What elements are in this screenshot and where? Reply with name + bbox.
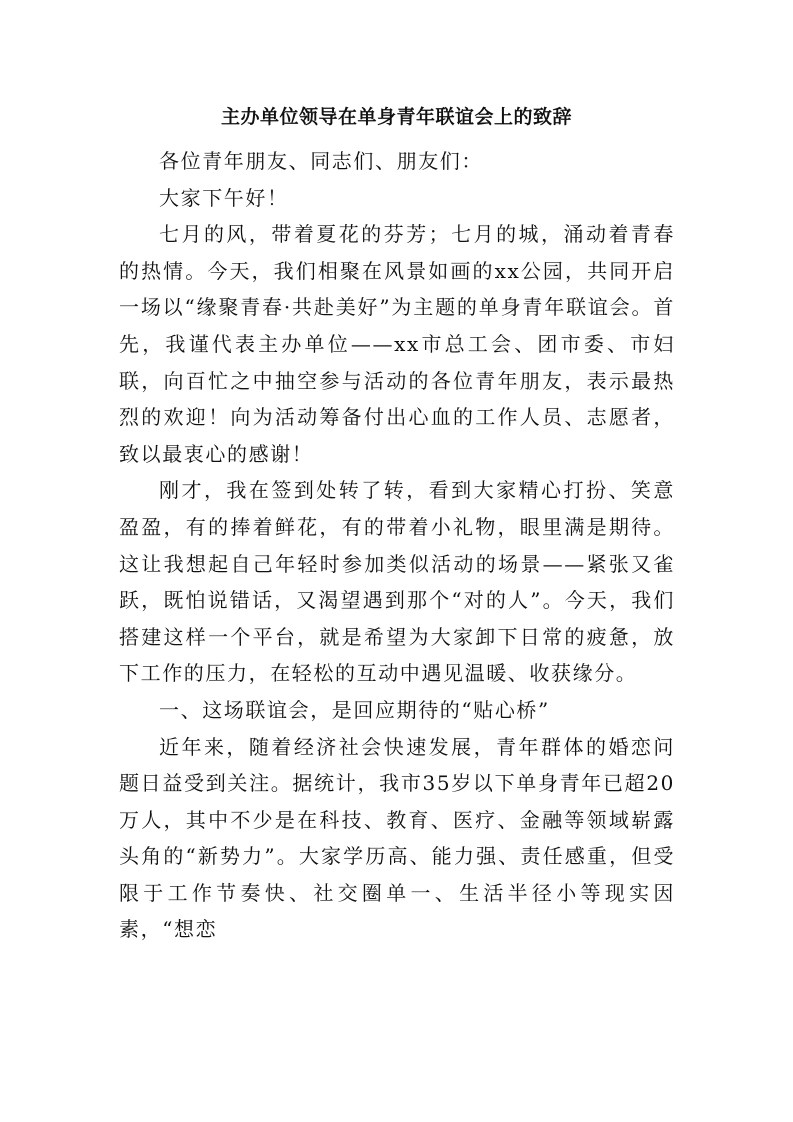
- section-heading-1: 一、这场联谊会，是回应期待的“贴心桥”: [159, 697, 550, 722]
- document-title: 主办单位领导在单身青年联谊会上的致辞: [220, 106, 572, 128]
- welcome-paragraph: 七月的风，带着夏花的芬芳；七月的城，涌动着青春的热情。今天，我们相聚在风景如画的xx公园，共同开启一场以“缘聚青春·共赴美好”为主题的单身青年联谊会。首先，我谨代表主办单位——xx市总工会、团市委、市妇联，向百忙之中抽空参与活动的各位青年朋友，表示最热烈的欢迎！向为活动筹备付出心血的工作人员、志愿者，致以最衷心的感谢！: [119, 222, 675, 466]
- greeting-paragraph: 大家下午好！: [159, 185, 289, 210]
- document-body: [119, 143, 675, 948]
- background-paragraph: 近年来，随着经济社会快速发展，青年群体的婚恋问题日益受到关注。据统计，我市35岁以下单身青年已超20万人，其中不少是在科技、教育、医疗、金融等领域崭露头角的“新势力”。大家学历高、能力强、责任感重，但受限于工作节奏快、社交圈单一、生活半径小等现实因素，“想恋: [119, 734, 675, 942]
- recollection-paragraph: 刚才，我在签到处转了转，看到大家精心打扮、笑意盈盈，有的捧着鲜花，有的带着小礼物，眼里满是期待。这让我想起自己年轻时参加类似活动的场景——紧张又雀跃，既怕说错话，又渴望遇到那个“对的人”。今天，我们搭建这样一个平台，就是希望为大家卸下日常的疲惫，放下工作的压力，在轻松的互动中遇见温暖、收获缘分。: [119, 478, 675, 686]
- salutation-paragraph: 各位青年朋友、同志们、朋友们：: [159, 149, 483, 173]
